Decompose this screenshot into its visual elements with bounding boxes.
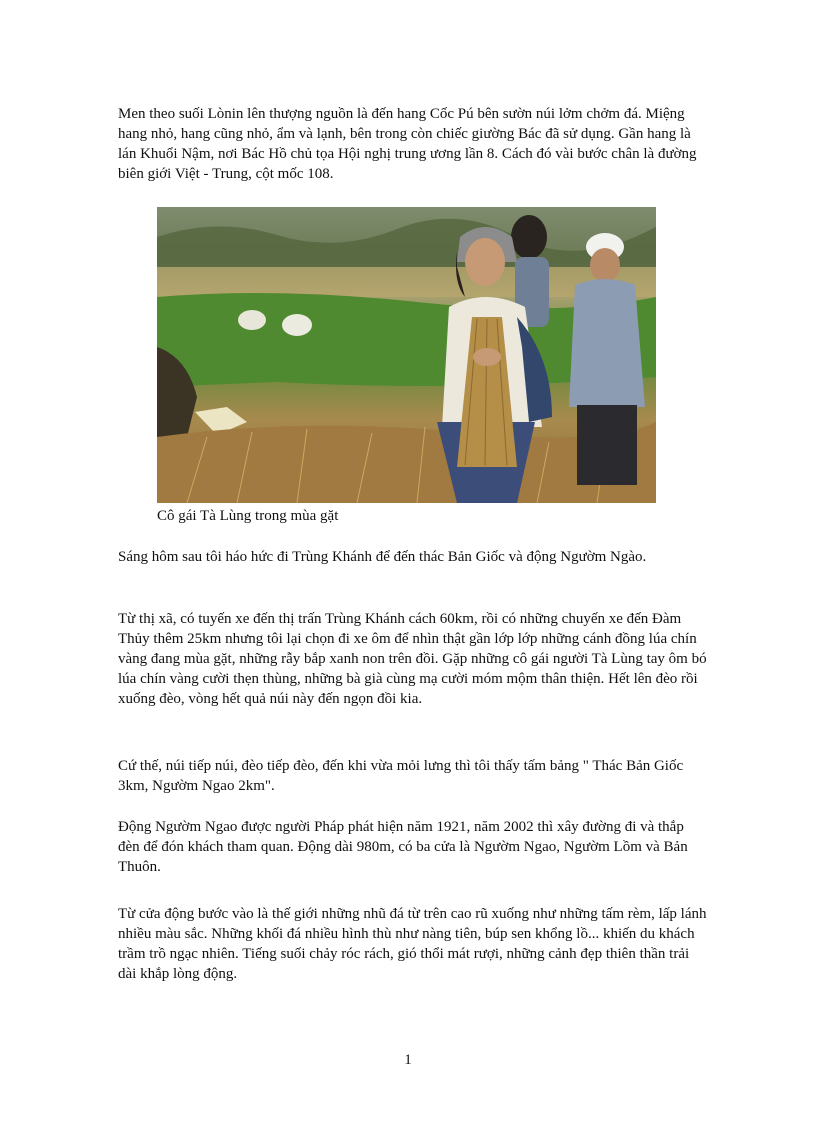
paragraph-cave-history: Động Ngườm Ngao được người Pháp phát hiện năm 1921, năm 2002 thì xây đường đi và thắp đèn để đón khách tham quan. Động dài 980m, có ba cửa là Ngườm Ngao, Ngườm Lồm và Bản Thuôn. (118, 819, 688, 875)
page-number: 1 (404, 1052, 412, 1068)
photo-caption: Cô gái Tà Lùng trong mùa gặt (157, 508, 339, 524)
paragraph-trip: Sáng hôm sau tôi háo hức đi Trùng Khánh để đến thác Bản Giốc và động Ngườm Ngào. (118, 549, 647, 565)
paragraph-cave-inside: Từ cửa động bước vào là thế giới những nhũ đá từ trên cao rũ xuống như những tấm rèm, lấp lánh nhiều màu sắc. Những khối đá nhiều hình thù như nàng tiên, búp sen khổng lồ... khiến du khách trầm trồ ngạc nhiên. Tiếng suối chảy róc rách, gió thổi mát rượi, những cảnh đẹp thiên thần trải dài khắp lòng động. (118, 906, 707, 982)
paragraph-cave: Men theo suối Lònin lên thượng nguồn là đến hang Cốc Pú bên sườn núi lởm chởm đá. Miệng hang nhỏ, hang cũng nhỏ, ẩm và lạnh, bên trong còn chiếc giường Bác đã sử dụng. Gần hang là lán Khuổi Nậm, nơi Bác Hồ chủ tọa Hội nghị trung ương lần 8. Cách đó vài bước chân là đường biên giới Việt - Trung, cột mốc 108. (118, 106, 697, 182)
harvest-photo (157, 207, 656, 503)
paragraph-road: Từ thị xã, có tuyến xe đến thị trấn Trùng Khánh cách 60km, rồi có những chuyến xe đến Đàm Thủy thêm 25km nhưng tôi lại chọn đi xe ôm để nhìn thật gần lớp lớp những cánh đồng lúa chín vàng đang mùa gặt, những rẫy bắp xanh non trên đồi. Gặp những cô gái người Tà Lùng tay ôm bó lúa chín vàng cười thẹn thùng, những bà già cùng mạ cười móm mộm thân thiện. Hết lên đèo rồi xuống đèo, vòng hết quả núi này đến ngọn đồi kia. (118, 611, 707, 707)
paragraph-sign: Cứ thế, núi tiếp núi, đèo tiếp đèo, đến khi vừa mỏi lưng thì tôi thấy tấm bảng " Thác Bản Giốc 3km, Ngườm Ngao 2km". (118, 758, 684, 794)
